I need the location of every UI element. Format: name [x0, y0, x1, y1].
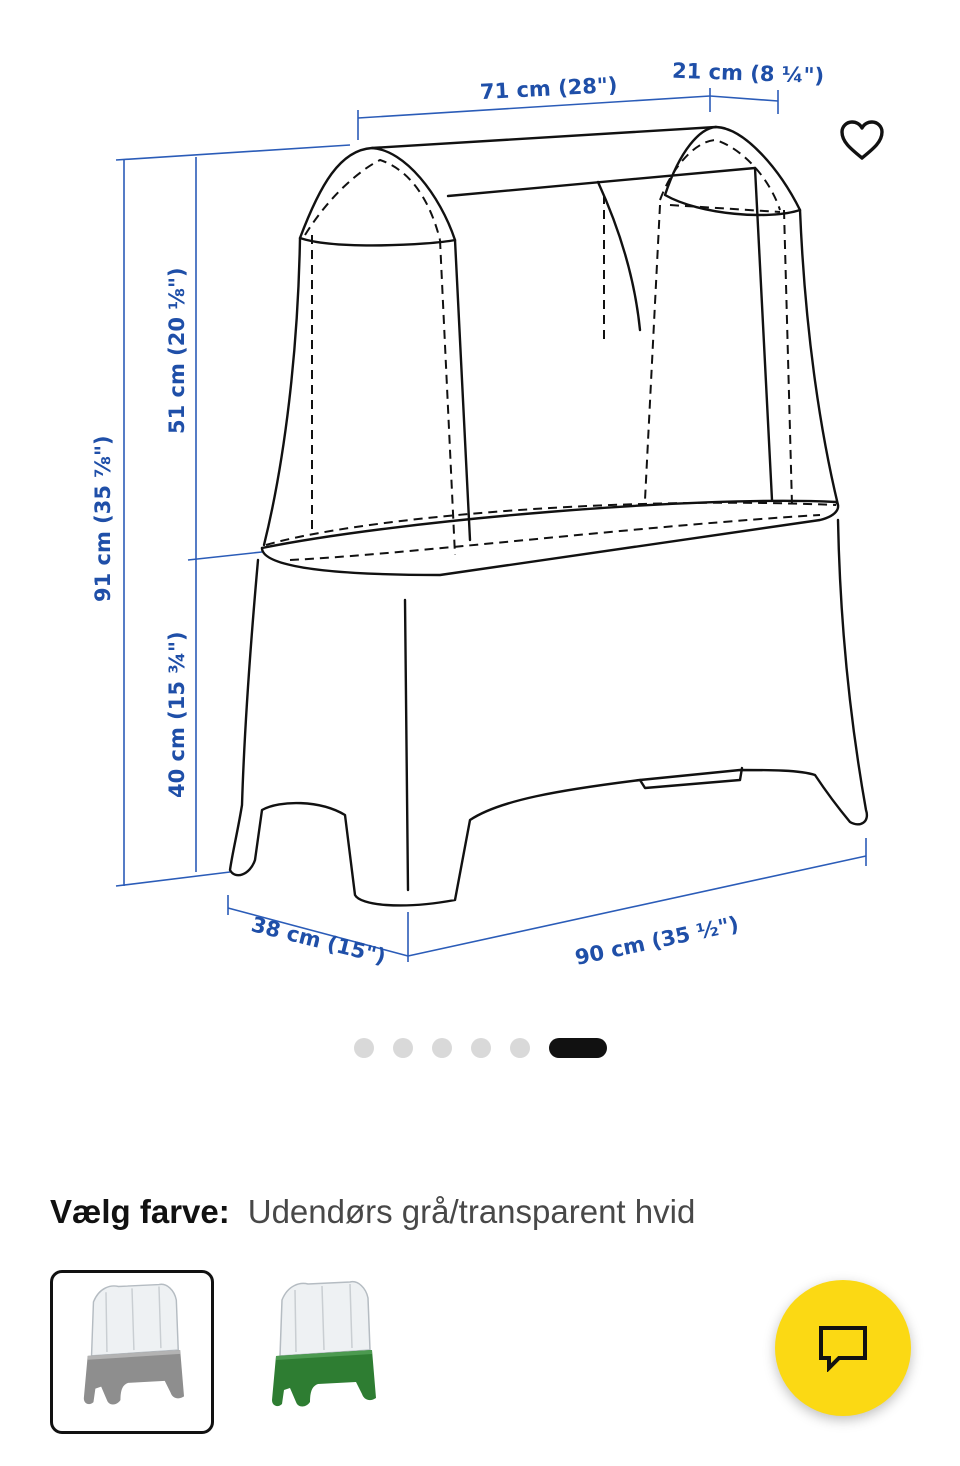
color-swatch-green[interactable]	[240, 1270, 404, 1434]
product-outline	[230, 127, 867, 905]
carousel-indicator	[0, 1038, 960, 1058]
color-swatch-gray[interactable]	[50, 1270, 214, 1434]
carousel-dot-6-active[interactable]	[549, 1038, 607, 1058]
dim-top-depth: 21 cm (8 ¼")	[671, 58, 825, 88]
carousel-dot-4[interactable]	[471, 1038, 491, 1058]
carousel-dot-1[interactable]	[354, 1038, 374, 1058]
dim-total-height: 91 cm (35 ⅞")	[91, 435, 115, 602]
chat-bubble-icon	[817, 1324, 869, 1372]
carousel-dot-5[interactable]	[510, 1038, 530, 1058]
product-thumbnail-green	[240, 1270, 404, 1434]
dim-top-width: 71 cm (28")	[479, 72, 619, 105]
selected-color-value: Udendørs grå/transparent hvid	[247, 1193, 696, 1230]
heart-icon	[839, 119, 885, 161]
product-thumbnail-gray	[53, 1273, 211, 1431]
chat-button[interactable]	[775, 1280, 911, 1416]
dim-base-height: 40 cm (15 ¾")	[165, 631, 189, 798]
dim-cover-height: 51 cm (20 ⅛")	[165, 267, 189, 434]
carousel-dot-3[interactable]	[432, 1038, 452, 1058]
dim-base-width: 90 cm (35 ½")	[572, 911, 741, 970]
favorite-button[interactable]	[836, 114, 888, 166]
carousel-dot-2[interactable]	[393, 1038, 413, 1058]
dim-base-depth: 38 cm (15")	[248, 912, 389, 969]
color-label: Vælg farve:	[50, 1193, 230, 1230]
dimension-lines	[116, 88, 866, 962]
color-selection-header	[50, 1192, 695, 1231]
